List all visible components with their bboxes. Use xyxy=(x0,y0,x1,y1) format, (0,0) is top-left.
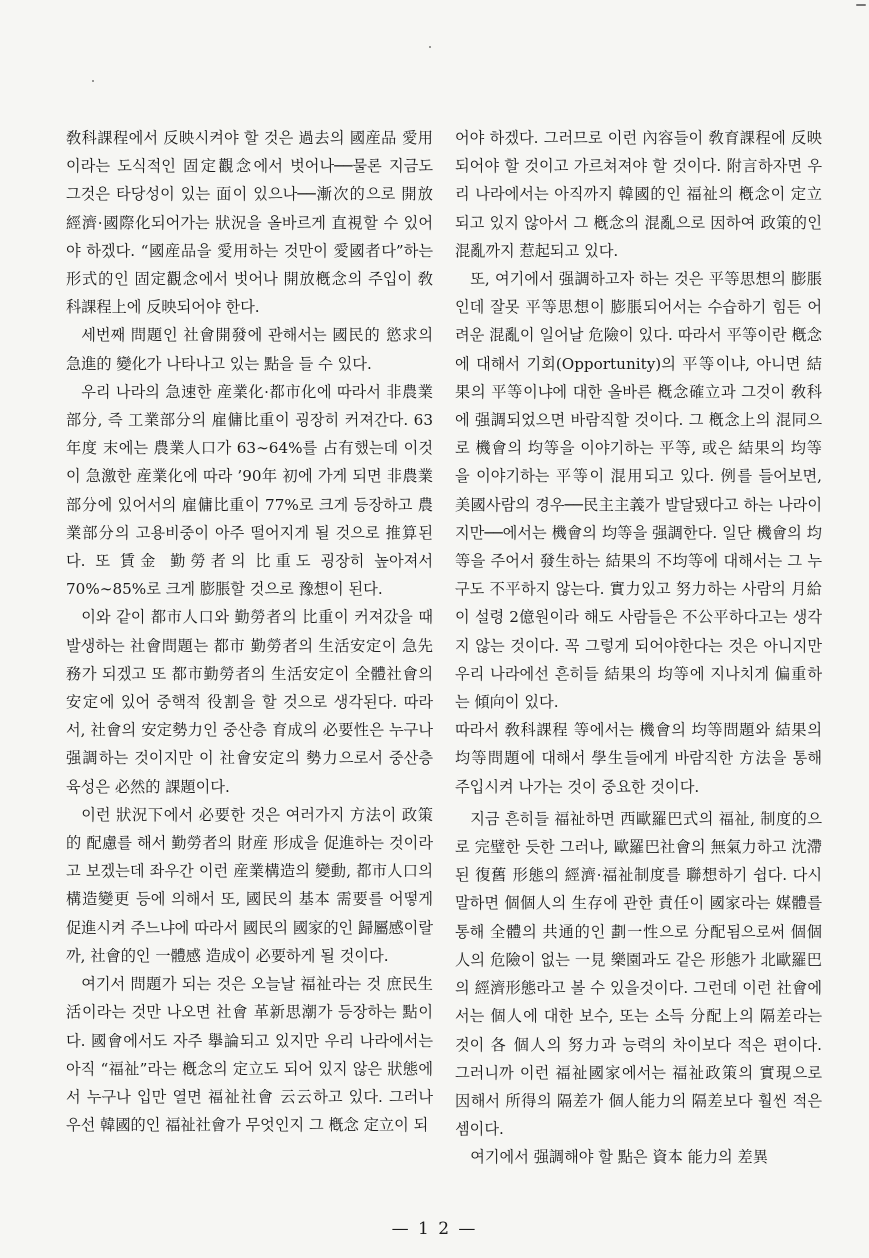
paragraph: 따라서 敎科課程 等에서는 機會의 均等問題와 結果의 均等問題에 대해서 學生들에게 바람직한 方法을 통해 주입시켜 나가는 것이 중요한 것이다. xyxy=(455,721,822,796)
right-text-column xyxy=(455,124,822,1172)
paragraph: 지금 흔히들 福祉하면 西歐羅巴式의 福祉, 制度的으로 完璧한 듯한 그러나, 歐羅巴社會의 無氣力하고 沈滯된 復舊 形態의 經濟·福祉制度를 聯想하기 쉽다. 다시 말하면 個個人의 生存에 관한 責任이 國家라는 媒體를 통해 全體의 共通的인 劃一性으로 分配됨으로써 個個人의 危險이 없는 一見 樂園과도 같은 形態가 北歐羅巴의 經濟形態라고 볼 수 있을것이다. 그런데 이런 社會에서는 個人에 대한 보수, 또는 소득 分配上의 隔差라는 것이 各 個人의 努力과 능력의 차이보다 적은 편이다. 그러니까 이런 福祉國家에서는 福祉政策의 實現으로 因해서 所得의 隔差가 個人能力의 隔差보다 훨씬 적은 셈이다. xyxy=(455,809,822,1139)
paragraph: 여기서 問題가 되는 것은 오늘날 福祉라는 것 庶民生活이라는 것만 나오면 社會 革新思潮가 등장하는 點이다. 國會에서도 자주 擧論되고 있지만 우리 나라에서는 아직 “福祉”라는 槪念의 定立도 되어 있지 않은 狀態에서 누구나 입만 열면 福祉社會 云云하고 있다. 그러나 우선 韓國的인 福祉社會가 무엇인지 그 槪念 定立이 되 xyxy=(66,975,433,1135)
paragraph: 敎科課程에서 反映시켜야 할 것은 過去의 國産品 愛用이라는 도식적인 固定觀念에서 벗어나──물론 지금도 그것은 타당성이 있는 面이 있으나──漸次的으로 開放經濟·國際化되어가는 狀況을 올바르게 直視할 수 있어야 하겠다. “國産品을 愛用하는 것만이 愛國者다”하는 形式的인 固定觀念에서 벗어나 開放槪念의 주입이 敎科課程上에 反映되어야 한다. xyxy=(66,129,433,317)
scan-speck xyxy=(429,46,431,48)
paragraph: 이와 같이 都市人口와 勤勞者의 比重이 커져갔을 때 발생하는 社會問題는 都市 勤勞者의 生活安定이 急先務가 되겠고 또 都市勤勞者의 生活安定이 全體社會의 安定에 있어 중핵적 役割을 할 것으로 생각된다. 따라서, 社會의 安定勢力인 중산층 育成의 必要性은 누구나 强調하는 것이지만 이 社會安定의 勢力으로서 중산층 육성은 必然的 課題이다. xyxy=(66,608,433,796)
paragraph: 여기에서 强調해야 할 點은 資本 能力의 差異 xyxy=(470,1148,768,1167)
paragraph: 또, 여기에서 强調하고자 하는 것은 平等思想의 膨脹인데 잘못 平等思想이 膨脹되어서는 수습하기 힘든 어려운 混亂이 일어날 危險이 있다. 따라서 平等이란 槪念에 대해서 기회(Opportunity)의 平等이냐, 아니면 結果의 平等이냐에 대한 올바른 槪念確立과 그것이 敎科에 强調되었으면 바람직할 것이다. 그 槪念上의 混同으로 機會의 均等을 이야기하는 平等, 或은 結果의 均等을 이야기하는 平等이 混用되고 있다. 例를 들어보면, 美國사람의 경우──民主主義가 발달됐다고 하는 나라이지만──에서는 機會의 均等을 强調한다. 일단 機會의 均等을 주어서 發生하는 結果의 不均等에 대해서는 그 누구도 不平하지 않는다. 實力있고 努力하는 사람의 月給이 설령 2億원이라 해도 사람들은 不公平하다고는 생각지 않는 것이다. 꼭 그렇게 되어야한다는 것은 아니지만 우리 나라에선 흔히들 結果의 均等에 지나치게 偏重하는 傾向이 있다. xyxy=(455,270,822,712)
paragraph: 세번째 問題인 社會開發에 관해서는 國民的 慾求의 急進的 變化가 나타나고 있는 點을 들 수 있다. xyxy=(66,326,433,373)
scan-speck xyxy=(92,80,94,82)
paragraph: 우리 나라의 急速한 産業化·都市化에 따라서 非農業部分, 즉 工業部分의 雇傭比重이 굉장히 커져간다. 63年度 末에는 農業人口가 63∼64%를 占有했는데 이것이 急激한 産業化에 따라 ’90年 初에 가게 되면 非農業部分에 있어서의 雇傭比重이 77%로 크게 등장하고 農業部分의 고용비중이 아주 떨어지게 될 것으로 推算된다. 또 賃金 勤勞者의 比重도 굉장히 높아져서 70%∼85%로 크게 膨脹할 것으로 豫想이 된다. xyxy=(66,382,433,599)
scan-speck xyxy=(856,4,866,6)
paragraph: 이런 狀況下에서 必要한 것은 여러가지 方法이 政策的 配慮를 해서 勤勞者의 財産 形成을 促進하는 것이라고 보겠는데 좌우간 이런 産業構造의 變動, 都市人口의 構造變更 등에 의해서 또, 國民의 基本 需要를 어떻게 促進시켜 주느냐에 따라서 國民의 國家的인 歸屬感이랄까, 社會的인 一體感 造成이 必要하게 될 것이다. xyxy=(66,805,433,965)
paragraph: 어야 하겠다. 그러므로 이런 內容들이 敎育課程에 反映되어야 할 것이고 가르쳐져야 할 것이다. 附言하자면 우리 나라에서는 아직까지 韓國的인 福祉의 槪念이 定立되고 있지 않아서 그 槪念의 混亂으로 因하여 政策的인 混亂까지 惹起되고 있다. xyxy=(455,129,822,260)
page-number: — 1 2 — xyxy=(391,1219,478,1239)
left-text-column xyxy=(66,124,433,1139)
